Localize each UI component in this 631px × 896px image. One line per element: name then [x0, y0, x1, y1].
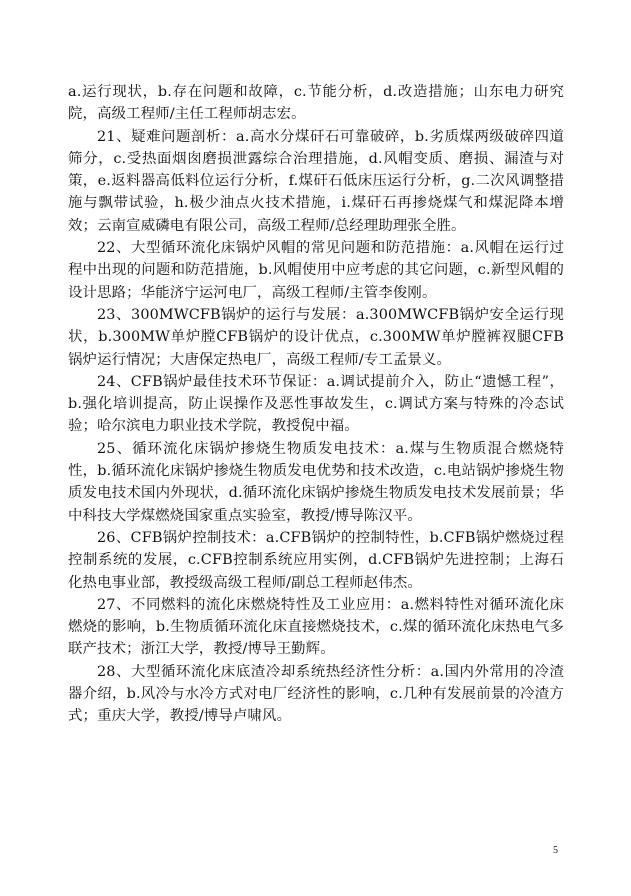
- paragraph-item-25: 25、循环流化床锅炉掺烧生物质发电技术：a.煤与生物质混合燃烧特性，b.循环流化床锅炉掺烧生物质发电优势和技术改造，c.电站锅炉掺烧生物质发电技术国内外现状，d.循环流化床锅炉掺烧生物质发电技术发展前景；华中科技大学煤燃烧国家重点实验室，教授/博导陈汉平。: [68, 440, 564, 524]
- paragraph-item-21: 21、疑难问题剖析：a.高水分煤矸石可靠破碎，b.劣质煤两级破碎四道筛分，c.受热面烟囱磨损泄露综合治理措施，d.风帽变质、磨损、漏渣与对策，e.返料器高低料位运行分析，f.煤矸石低床压运行分析，g.二次风调整措施与飘带试验，h.极少油点火技术措施，i.煤矸石再掺烧煤气和煤泥降本增效；云南宣威磷电有限公司，高级工程师/总经理助理张全胜。: [68, 128, 564, 234]
- paragraph-item-28: 28、大型循环流化床底渣冷却系统热经济性分析：a.国内外常用的冷渣器介绍，b.风冷与水冷方式对电厂经济性的影响，c.几种有发展前景的冷渣方式；重庆大学，教授/博导卢啸风。: [68, 663, 564, 725]
- page-number: 5: [553, 845, 558, 856]
- paragraph-item-26: 26、CFB锅炉控制技术：a.CFB锅炉的控制特性，b.CFB锅炉燃烧过程控制系统的发展，c.CFB控制系统应用实例，d.CFB锅炉先进控制；上海石化热电事业部，教授级高级工程师/副总工程师赵伟杰。: [68, 529, 564, 591]
- paragraph-item-23: 23、300MWCFB锅炉的运行与发展：a.300MWCFB锅炉安全运行现状，b.300MW单炉膛CFB锅炉的设计优点，c.300MW单炉膛裤衩腿CFB锅炉运行情况；大唐保定热电厂，高级工程师/专工孟景义。: [68, 306, 564, 368]
- paragraph-item-27: 27、不同燃料的流化床燃烧特性及工业应用：a.燃料特性对循环流化床燃烧的影响，b.生物质循环流化床直接燃烧技术，c.煤的循环流化床热电气多联产技术；浙江大学，教授/博导王勤辉。: [68, 596, 564, 658]
- paragraph-item-22: 22、大型循环流化床锅炉风帽的常见问题和防范措施：a.风帽在运行过程中出现的问题和防范措施，b.风帽使用中应考虑的其它问题，c.新型风帽的设计思路；华能济宁运河电厂，高级工程师/主管李俊刚。: [68, 240, 564, 301]
- paragraph-item-24: 24、CFB锅炉最佳技术环节保证：a.调试提前介入，防止“遗憾工程”，b.强化培训提高，防止误操作及恶性事故发生，c.调试方案与特殊的冷态试验；哈尔滨电力职业技术学院，教授倪中福。: [68, 373, 564, 435]
- document-body: [68, 81, 564, 728]
- paragraph-continuation: a.运行现状，b.存在问题和故障，c.节能分析，d.改造措施；山东电力研究院，高级工程师/主任工程师胡志宏。: [68, 84, 564, 123]
